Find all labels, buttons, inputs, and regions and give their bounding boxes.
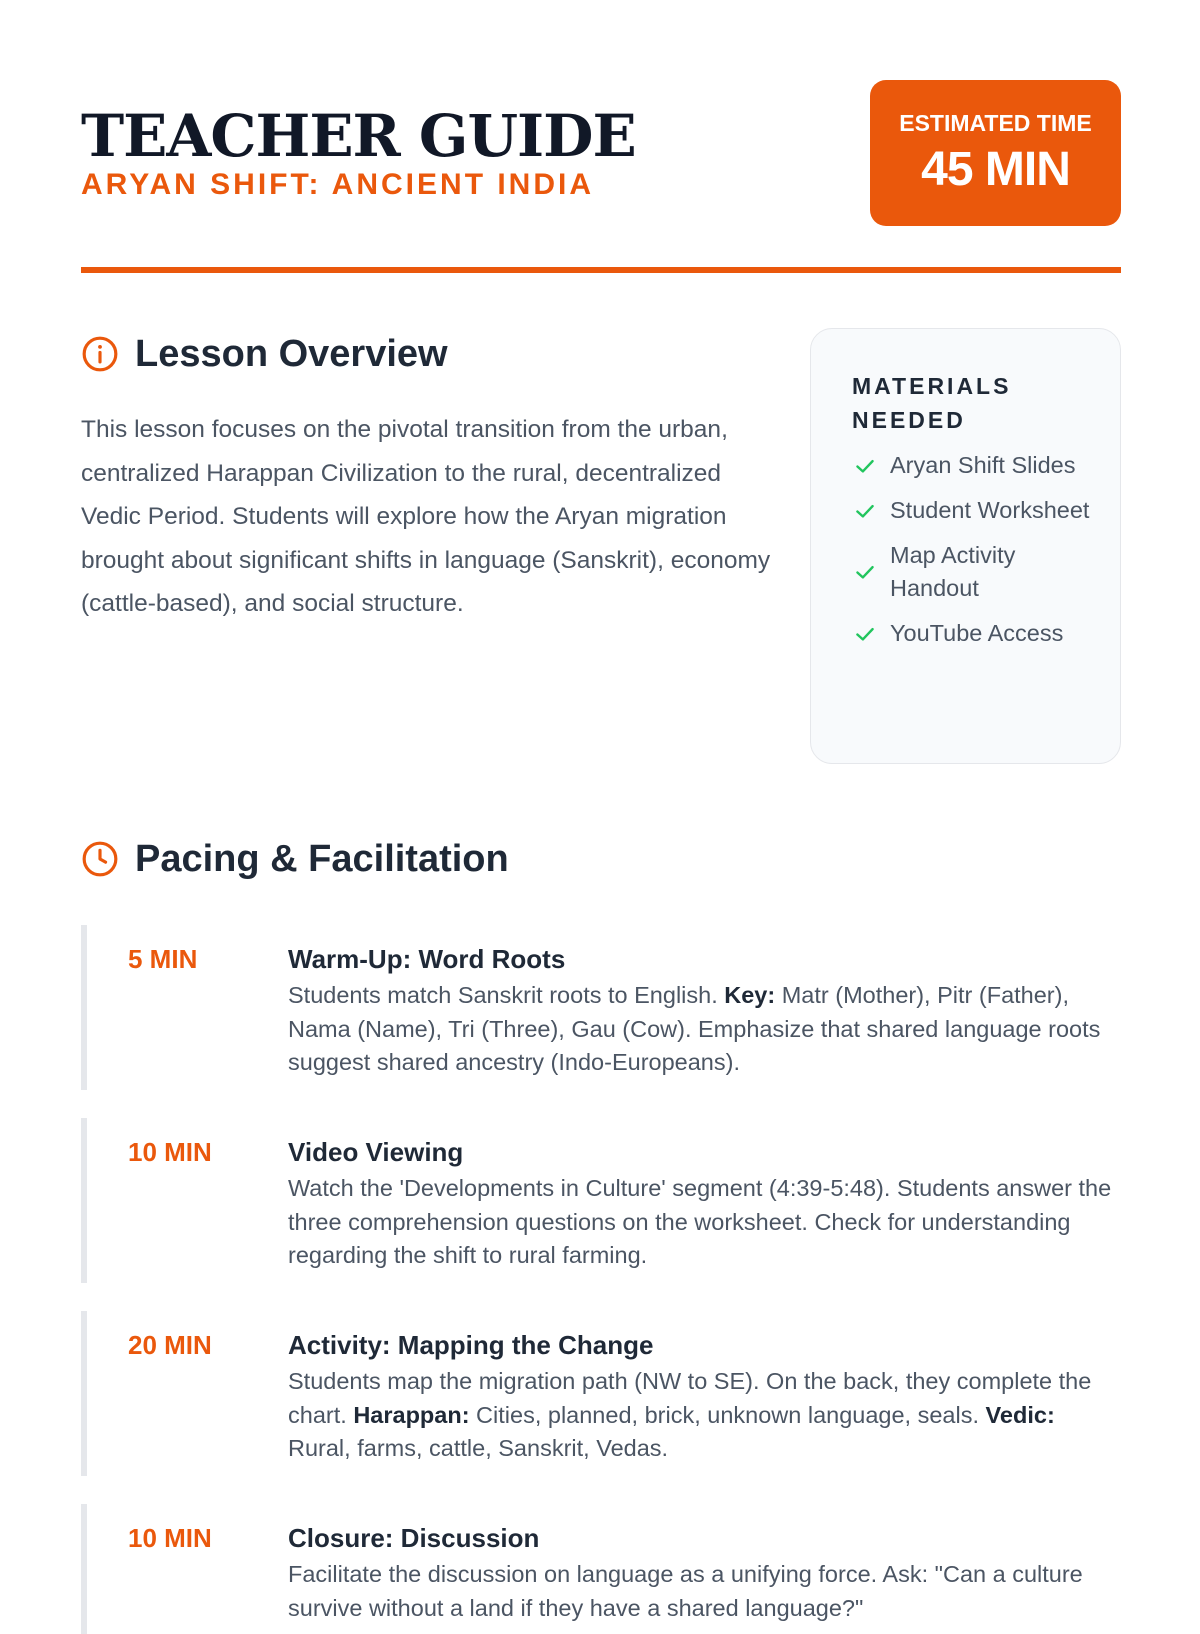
materials-list <box>852 449 1107 662</box>
materials-item-label: Student Worksheet <box>890 497 1090 523</box>
check-icon <box>852 621 878 647</box>
materials-card <box>810 328 1121 764</box>
description-key-term: Key: <box>724 982 776 1008</box>
materials-item <box>852 539 1107 605</box>
description-text: Facilitate the discussion on language as a unifying force. Ask: "Can a culture survive without a land if they have a shared language?" <box>288 1561 1083 1621</box>
overview-text: This lesson focuses on the pivotal transition from the urban, centralized Harappan Civilization to the rural, decentralized Vedic Period. Students will explore how the Aryan migration brought about significant shifts in language (Sanskrit), economy (cattle-based), and social structure. <box>81 416 771 617</box>
materials-item <box>852 449 1107 482</box>
overview-heading: Lesson Overview <box>135 333 448 375</box>
materials-item <box>852 494 1107 527</box>
estimated-time-badge <box>870 80 1121 226</box>
check-icon <box>852 453 878 479</box>
header-divider <box>81 267 1121 273</box>
pacing-activity-title: Activity: Mapping the Change <box>288 1330 654 1360</box>
pacing-activity-title: Closure: Discussion <box>288 1523 540 1553</box>
pacing-row <box>81 1118 1121 1283</box>
description-key-term: Vedic: <box>985 1401 1055 1428</box>
description-text: Matr (Mother), Pitr (Father), Nama (Name), Tri (Three), Gau (Cow). Emphasize that shared language roots suggest shared ancestry (Indo-Europeans). <box>288 982 1101 1075</box>
estimated-time-value: 45 MIN <box>921 143 1070 196</box>
page-subtitle: ARYAN SHIFT: ANCIENT INDIA <box>81 168 595 201</box>
guide-header <box>81 80 1121 228</box>
info-icon <box>81 335 119 373</box>
pacing-heading: Pacing & Facilitation <box>135 838 509 880</box>
pacing-row <box>81 1504 1121 1634</box>
estimated-time-label: ESTIMATED TIME <box>899 110 1092 136</box>
page-title: TEACHER GUIDE <box>81 102 636 170</box>
pacing-row <box>81 1311 1121 1476</box>
pacing-activity-description <box>288 1365 1118 1466</box>
materials-item <box>852 617 1107 650</box>
clock-icon <box>81 840 119 878</box>
pacing-row <box>81 925 1121 1090</box>
pacing-duration: 10 MIN <box>128 1137 212 1167</box>
overview-heading-row <box>81 330 448 378</box>
pacing-activity-description <box>288 1558 1118 1625</box>
description-text: Watch the 'Developments in Culture' segment (4:39-5:48). Students answer the three comprehension questions on the worksheet. Check for understanding regarding the shift to rural farming. <box>288 1175 1112 1268</box>
materials-item-label: YouTube Access <box>890 620 1064 646</box>
check-icon <box>852 559 878 585</box>
pacing-heading-row <box>81 835 509 883</box>
pacing-duration: 10 MIN <box>128 1523 212 1553</box>
description-text: Cities, planned, brick, unknown language, seals. <box>469 1401 986 1428</box>
description-text: Rural, farms, cattle, Sanskrit, Vedas. <box>288 1435 669 1461</box>
pacing-duration: 20 MIN <box>128 1330 212 1360</box>
pacing-activity-description <box>288 979 1118 1080</box>
description-text: Students match Sanskrit roots to English. <box>288 982 725 1008</box>
pacing-activity-title: Video Viewing <box>288 1137 464 1167</box>
materials-item-label: Map Activity Handout <box>890 542 1016 601</box>
materials-title: MATERIALS NEEDED <box>852 373 1012 433</box>
description-key-term: Harappan: <box>353 1401 470 1428</box>
materials-item-label: Aryan Shift Slides <box>890 452 1076 478</box>
pacing-duration: 5 MIN <box>128 944 198 974</box>
description-text: Students map the migration path (NW to SE). On the back, they complete the chart. <box>288 1368 1092 1428</box>
pacing-activity-description <box>288 1172 1118 1273</box>
pacing-activity-title: Warm-Up: Word Roots <box>288 944 566 974</box>
check-icon <box>852 498 878 524</box>
